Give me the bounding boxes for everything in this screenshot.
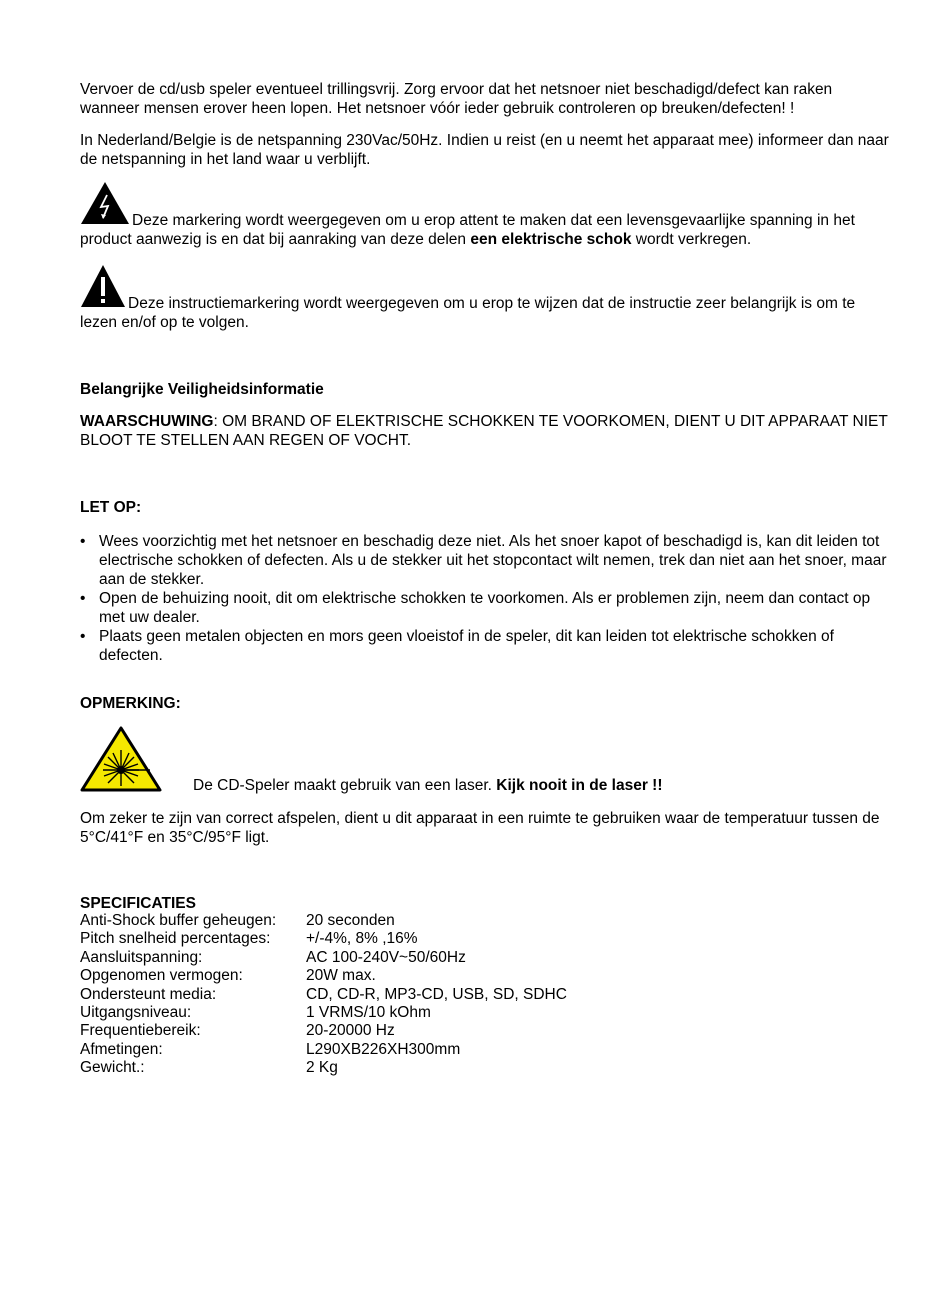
table-row (80, 949, 567, 967)
instruction-warning-text: Deze instructiemarkering wordt weergegeven om u erop te wijzen dat de instructie zeer belangrijk is om te lezen en/of op te volgen. (80, 295, 856, 331)
table-row (80, 1041, 567, 1059)
warning-paragraph (80, 412, 895, 450)
warning-label: WAARSCHUWING (80, 413, 214, 430)
table-row (80, 967, 567, 985)
warning-text: : OM BRAND OF ELEKTRISCHE SCHOKKEN TE VOORKOMEN, DIENT U DIT APPARAAT NIET BLOOT TE STELLEN AAN REGEN OF VOCHT. (80, 413, 888, 449)
spec-value: 2 Kg (306, 1059, 338, 1077)
spec-label: Pitch snelheid percentages: (80, 930, 271, 948)
shock-warning-text-end: wordt verkregen. (631, 231, 752, 248)
specs-heading: SPECIFICATIES (80, 895, 196, 912)
list-item: • Wees voorzichtig met het netsnoer en beschadig deze niet. Als het snoer kapot of beschadigd is, kan dit leiden tot electrische schokken of defecten. Als u de stekker uit het stopcontact wilt nemen, trek dan niet aan het snoer, maar aan de stekker. (80, 532, 895, 589)
spec-value: 20-20000 Hz (306, 1022, 395, 1040)
shock-warning-text: Deze markering wordt weergegeven om u erop attent te maken dat een levensgevaarlijke spanning in het product aanwezig is en dat bij aanraking van deze delen (80, 212, 855, 248)
spec-label: Anti-Shock buffer geheugen: (80, 912, 277, 929)
specs-table (80, 912, 567, 1078)
spec-value: L290XB226XH300mm (306, 1040, 461, 1058)
spec-value: AC 100-240V~50/60Hz (306, 948, 466, 966)
temperature-note: Om zeker te zijn van correct afspelen, dient u dit apparaat in een ruimte te gebruiken waar de temperatuur tussen de 5°C/41°F en 35°C/95°F ligt. (80, 810, 880, 846)
safety-heading: Belangrijke Veiligheidsinformatie (80, 381, 324, 398)
laser-notice-text (193, 776, 662, 795)
instruction-warning-paragraph (80, 264, 895, 332)
spec-label: Frequentiebereik: (80, 1022, 201, 1040)
spec-value: 20 seconden (306, 912, 395, 929)
spec-value: 1 VRMS/10 kOhm (306, 1004, 431, 1022)
table-row (80, 1059, 567, 1077)
table-row (80, 1022, 567, 1040)
spec-label: Gewicht.: (80, 1059, 145, 1077)
list-item: • Plaats geen metalen objecten en mors geen vloeistof in de speler, dit kan leiden tot elektrische schokken of defecten. (80, 627, 895, 665)
table-row (80, 1004, 567, 1022)
shock-warning-paragraph (80, 181, 895, 249)
spec-value: CD, CD-R, MP3-CD, USB, SD, SDHC (306, 985, 567, 1003)
spec-value: +/-4%, 8% ,16% (306, 930, 418, 948)
paragraph-transport: Vervoer de cd/usb speler eventueel trillingsvrij. Zorg ervoor dat het netsnoer niet beschadigd/defect kan raken wanneer mensen erover heen lopen. Het netsnoer vóór ieder gebruik controleren op breuken/defecten! ! (80, 81, 833, 117)
spec-label: Opgenomen vermogen: (80, 967, 243, 985)
spec-value: 20W max. (306, 967, 376, 985)
shock-warning-bold: een elektrische schok (470, 231, 632, 248)
electric-shock-warning-icon (80, 181, 130, 230)
laser-text: De CD-Speler maakt gebruik van een laser. (193, 777, 497, 794)
laser-notice (80, 726, 895, 796)
laser-text-bold: Kijk nooit in de laser !! (496, 777, 663, 794)
laser-warning-icon (80, 726, 162, 797)
list-item: • Open de behuizing nooit, dit om elektrische schokken te voorkomen. Als er problemen zijn, neem dan contact op met uw dealer. (80, 589, 895, 627)
table-row (80, 930, 567, 948)
table-row (80, 986, 567, 1004)
paragraph-mains-voltage: In Nederland/Belgie is de netspanning 230Vac/50Hz. Indien u reist (en u neemt het apparaat mee) informeer dan naar de netspanning in het land waar u verblijft. (80, 132, 889, 168)
opmerking-heading: OPMERKING: (80, 695, 181, 712)
spec-label: Afmetingen: (80, 1040, 163, 1058)
spec-label: Ondersteunt media: (80, 985, 217, 1003)
table-row (80, 912, 567, 930)
spec-label: Aansluitspanning: (80, 948, 203, 966)
exclamation-warning-icon (80, 264, 126, 313)
caution-list (80, 532, 895, 665)
let-op-heading: LET OP: (80, 499, 142, 516)
spec-label: Uitgangsniveau: (80, 1004, 192, 1022)
